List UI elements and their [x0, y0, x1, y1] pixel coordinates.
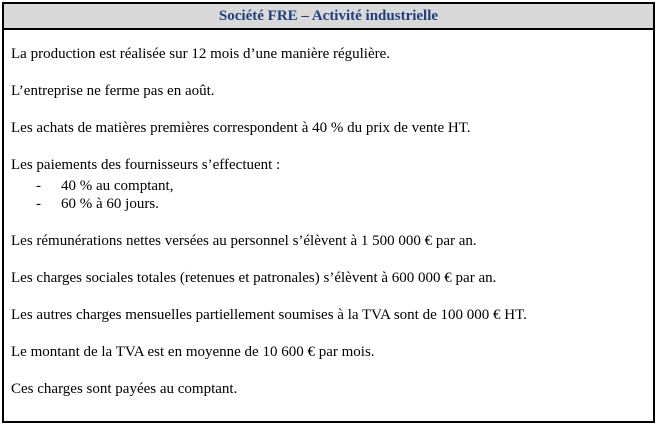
info-box — [2, 2, 655, 423]
box-title: Société FRE – Activité industrielle — [4, 4, 653, 30]
paragraph-salaries: Les rémunérations nettes versées au personnel s’élèvent à 1 500 000 € par an. — [11, 233, 477, 249]
paragraph-payments-intro: Les paiements des fournisseurs s’effectuent : — [11, 157, 281, 173]
paragraph-vat: Le montant de la TVA est en moyenne de 10 600 € par mois. — [11, 344, 375, 360]
dash-marker: - — [36, 196, 41, 212]
paragraph-payment-cash: Ces charges sont payées au comptant. — [11, 381, 238, 397]
list-item-text: 60 % à 60 jours. — [61, 196, 159, 212]
paragraph-production: La production est réalisée sur 12 mois d’une manière régulière. — [11, 46, 391, 62]
list-item — [11, 177, 653, 195]
box-content — [4, 30, 653, 398]
paragraph-purchases: Les achats de matières premières correspondent à 40 % du prix de vente HT. — [11, 120, 471, 136]
list-item — [11, 195, 653, 213]
paragraph-closure: L’entreprise ne ferme pas en août. — [11, 83, 215, 99]
paragraph-social-charges: Les charges sociales totales (retenues et patronales) s’élèvent à 600 000 € par an. — [11, 270, 497, 286]
payment-terms-list — [11, 177, 653, 213]
dash-marker: - — [36, 178, 41, 194]
paragraph-other-charges: Les autres charges mensuelles partiellement soumises à la TVA sont de 100 000 € HT. — [11, 307, 527, 323]
list-item-text: 40 % au comptant, — [61, 178, 174, 194]
